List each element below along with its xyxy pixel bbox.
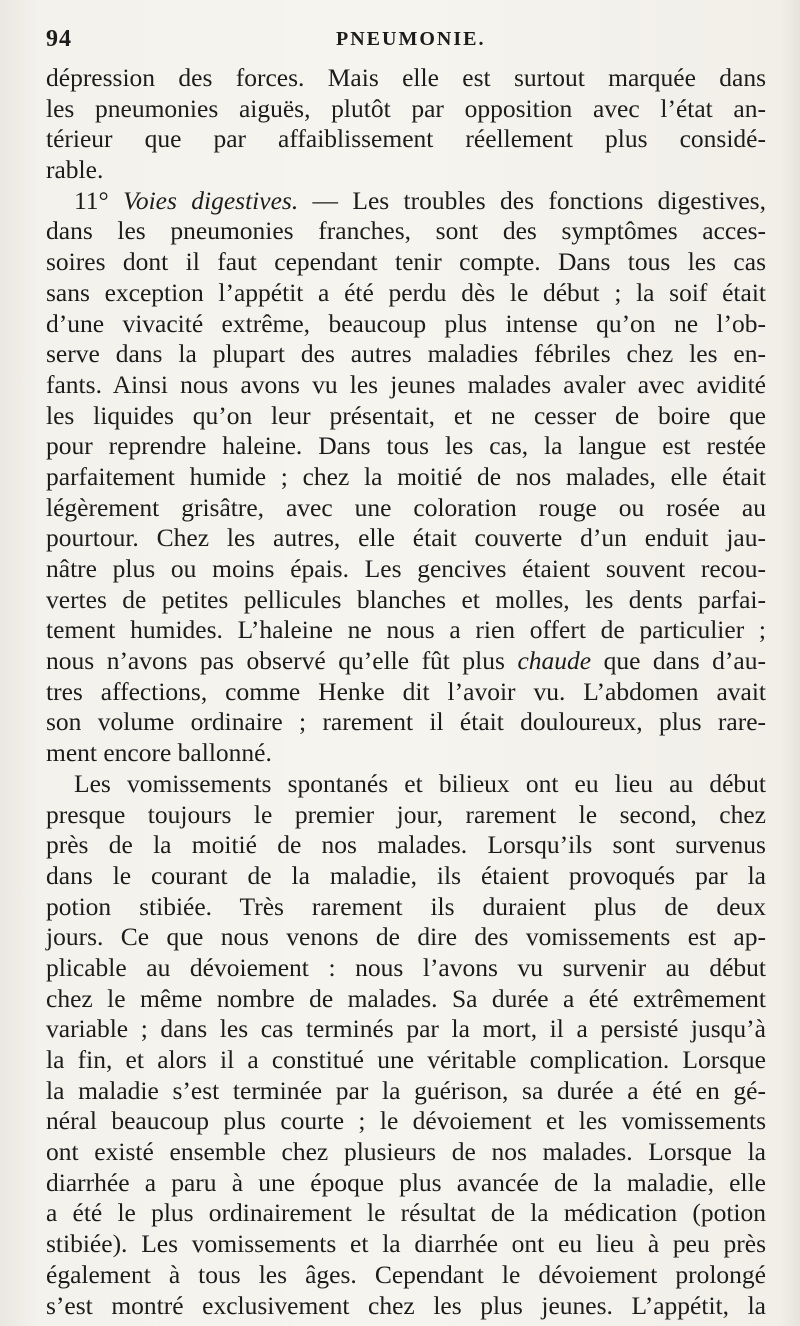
text-line: nâtre plus ou moins épais. Les gencives étaient souvent recou- <box>46 554 766 583</box>
text-line: vertes de petites pellicules blanches et molles, les dents parfai- <box>46 584 766 614</box>
text-line: stibiée). Les vomissements et la diarrhée ont eu lieu à peu près <box>46 1229 766 1259</box>
page-number: 94 <box>46 26 72 52</box>
text-line: ment encore ballonné. <box>46 738 272 768</box>
text-line: s’est montré exclusivement chez les plus jeunes. L’appétit, la <box>46 1290 766 1320</box>
text-line: potion stibiée. Très rarement ils duraient plus de deux <box>46 891 766 921</box>
text-line: la fin, et alors il a constitué une véritable complication. Lorsque <box>46 1045 766 1074</box>
italic-phrase: Voies digestives. <box>123 185 299 215</box>
text-line: d’une vivacité extrême, beaucoup plus intense qu’on ne l’ob- <box>46 308 766 338</box>
page-header <box>46 26 760 54</box>
italic-phrase: chaude <box>517 646 592 676</box>
text-line: pourtour. Chez les autres, elle était couverte d’un enduit jau- <box>46 523 766 553</box>
text-line: néral beaucoup plus courte ; le dévoiement et les vomissements <box>46 1106 766 1136</box>
text-line: dans les pneumonies franches, sont des symptômes acces- <box>46 216 766 246</box>
text-line: fants. Ainsi nous avons vu les jeunes malades avaler avec avidité <box>46 369 766 399</box>
text-line: jours. Ce que nous venons de dire des vomissements est ap- <box>46 922 766 952</box>
text-line: Les vomissements spontanés et bilieux ont eu lieu au début <box>74 768 766 798</box>
text-line: pour reprendre haleine. Dans tous les cas, la langue est restée <box>46 431 766 461</box>
text-line: dans le courant de la maladie, ils étaient provoqués par la <box>46 860 766 890</box>
text-line: également à tous les âges. Cependant le dévoiement prolongé <box>46 1259 766 1289</box>
text-line: soires dont il faut cependant tenir compte. Dans tous les cas <box>46 247 766 277</box>
text-line: nous n’avons pas observé qu’elle fût plus chaude que dans d’au- <box>46 646 766 676</box>
section-heading-line: 11° Voies digestives. — Les troubles des fonctions digestives, <box>74 185 766 215</box>
text-line: tres affections, comme Henke dit l’avoir vu. L’abdomen avait <box>46 676 766 706</box>
text-line: rable. <box>46 155 104 185</box>
text-line: plicable au dévoiement : nous l’avons vu survenir au début <box>46 952 766 982</box>
body-text <box>46 63 766 1321</box>
text-line: parfaitement humide ; chez la moitié de nos malades, elle était <box>46 461 766 491</box>
text-line: variable ; dans les cas terminés par la mort, il a persisté jusqu’à <box>46 1014 766 1044</box>
text-line: son volume ordinaire ; rarement il était douloureux, plus rare- <box>46 707 766 737</box>
text-line: dépression des forces. Mais elle est surtout marquée dans <box>46 63 766 92</box>
text-line: serve dans la plupart des autres maladies fébriles chez les en- <box>46 339 766 369</box>
text-line: légèrement grisâtre, avec une coloration rouge ou rosée au <box>46 492 766 522</box>
text-line: diarrhée a paru à une époque plus avancée de la maladie, elle <box>46 1167 766 1197</box>
text-line: presque toujours le premier jour, rarement le second, chez <box>46 799 766 829</box>
text-line: chez le même nombre de malades. Sa durée a été extrêmement <box>46 983 766 1013</box>
text-line: sans exception l’appétit a été perdu dès le début ; la soif était <box>46 277 766 307</box>
text-line: a été le plus ordinairement le résultat de la médication (potion <box>46 1198 766 1228</box>
text-line: la maladie s’est terminée par la guérison, sa durée a été en gé- <box>46 1075 766 1105</box>
text-line: les liquides qu’on leur présentait, et ne cesser de boire que <box>46 400 766 430</box>
text-line: près de la moitié de nos malades. Lorsqu’ils sont survenus <box>46 830 766 860</box>
running-head: PNEUMONIE. <box>336 28 486 50</box>
text-line: ont existé ensemble chez plusieurs de nos malades. Lorsque la <box>46 1137 766 1167</box>
text-line: térieur que par affaiblissement réellement plus considé- <box>46 124 766 154</box>
text-line: tement humides. L’haleine ne nous a rien offert de particulier ; <box>46 615 766 645</box>
text-line: les pneumonies aiguës, plutôt par opposition avec l’état an- <box>46 93 766 123</box>
